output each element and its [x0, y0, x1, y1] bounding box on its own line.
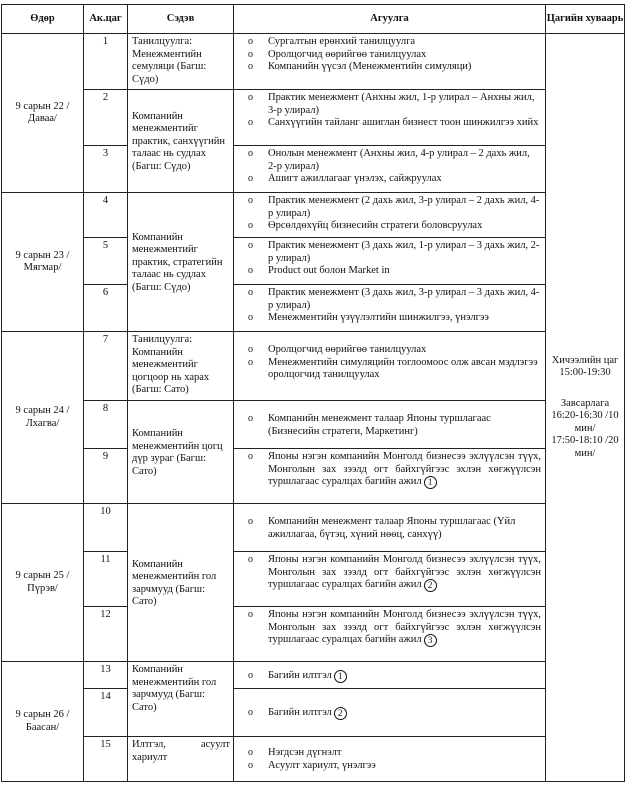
team-number-mark: 3 — [424, 634, 437, 647]
list-item: o Компанийн үүсэл (Менежментийн симуляци) — [244, 61, 541, 74]
num-cell: 13 — [84, 662, 128, 689]
table-row — [2, 238, 625, 285]
header-num: Ак.цаг — [84, 5, 128, 34]
topic-cell: Илтгэл, асуулт хариулт — [128, 737, 234, 782]
num-cell: 12 — [84, 607, 128, 662]
content-cell — [234, 737, 546, 782]
table-row — [2, 662, 625, 689]
num-cell: 14 — [84, 689, 128, 737]
break-label: Завсарлага — [560, 397, 610, 409]
list-item: o Санхүүгийн тайланг ашиглан бизнест тоон шинжилгээ хийх — [244, 117, 541, 130]
table-row — [2, 504, 625, 552]
class-hours-block — [548, 355, 622, 380]
table-header-row — [2, 5, 625, 34]
num-cell: 5 — [84, 238, 128, 285]
header-topic: Сэдэв — [128, 5, 234, 34]
num-cell: 7 — [84, 332, 128, 401]
list-item: o Product out болон Market in — [244, 265, 541, 278]
content-cell — [234, 662, 546, 689]
list-item: o Практик менежмент (3 дахь жил, 1-р улирал – 3 дахь жил, 2-р улирал) — [244, 240, 541, 265]
topic-cell: Компанийн менежментийг практик, санхүүгийн талаас нь судлах (Багш: Сүдо) — [128, 90, 234, 193]
table-row — [2, 193, 625, 238]
list-item: o Японы нэгэн компанийн Монголд бизнесээ эхлүүлсэн түүх, Монголын зах зээлд огт байхгүйгээс эхлэн хөгжүүлсэн туршлагаас суралцах багийн ажил 2 — [244, 554, 541, 592]
list-item: o Компанийн менежмент талаар Японы туршлагаас (Үйл ажиллагаа, бүтэц, хүний нөөц, санхүү) — [244, 516, 541, 541]
table-row — [2, 90, 625, 146]
num-cell: 4 — [84, 193, 128, 238]
table-row — [2, 332, 625, 401]
num-cell: 10 — [84, 504, 128, 552]
list-item: o Нэгдсэн дүгнэлт — [244, 747, 541, 760]
content-cell — [234, 607, 546, 662]
time-cell — [546, 34, 625, 782]
table-row — [2, 689, 625, 737]
num-cell: 11 — [84, 552, 128, 607]
content-cell — [234, 238, 546, 285]
content-cell — [234, 689, 546, 737]
list-item: o Сургалтын ерөнхий танилцуулга — [244, 36, 541, 49]
day-cell: 9 сарын 23 /Мягмар/ — [2, 193, 84, 332]
content-cell — [234, 401, 546, 449]
list-item: o Оролцогчид өөрийгөө танилцуулах — [244, 49, 541, 62]
list-item: o Өрсөлдөхүйц бизнесийн стратеги боловсруулах — [244, 220, 541, 233]
num-cell: 1 — [84, 34, 128, 90]
table-row — [2, 552, 625, 607]
break-2: 17:50-18:10 /20 мин/ — [551, 435, 619, 459]
list-item: o Практик менежмент (3 дахь жил, 3-р улирал – 3 дахь жил, 4-р улирал) — [244, 287, 541, 312]
table-row — [2, 607, 625, 662]
team-number-mark: 1 — [334, 670, 347, 683]
day-cell: 9 сарын 26 /Баасан/ — [2, 662, 84, 782]
list-item: o Асуулт хариулт, үнэлгээ — [244, 760, 541, 773]
list-item: o Японы нэгэн компанийн Монголд бизнесээ эхлүүлсэн түүх, Монголын зах зээлд огт байхгүйгээс эхлэн хөгжүүлсэн туршлагаас суралцах багийн ажил 3 — [244, 609, 541, 647]
num-cell: 6 — [84, 285, 128, 332]
team-number-mark: 2 — [334, 707, 347, 720]
topic-cell: Компанийн менежментийн гол зарчмууд (Багш: Сато) — [128, 504, 234, 662]
topic-cell: Компанийн менежментийн цогц дүр зураг (Багш: Сато) — [128, 401, 234, 504]
list-item: o Багийн илтгэл 1 — [244, 670, 541, 683]
content-cell — [234, 504, 546, 552]
content-cell — [234, 90, 546, 146]
topic-cell: Танилцуулга: Компанийн менежментийг цогцоор нь харах (Багш: Сато) — [128, 332, 234, 401]
content-cell — [234, 332, 546, 401]
content-cell — [234, 285, 546, 332]
topic-cell: Компанийн менежментийн гол зарчмууд (Багш: Сато) — [128, 662, 234, 737]
table-row — [2, 146, 625, 193]
header-day: Өдөр — [2, 5, 84, 34]
num-cell: 2 — [84, 90, 128, 146]
class-hours-value: 15:00-19:30 — [559, 367, 611, 379]
schedule-table — [1, 4, 625, 782]
content-cell — [234, 552, 546, 607]
num-cell: 8 — [84, 401, 128, 449]
list-item: o Онолын менежмент (Анхны жил, 4-р улирал – 2 дахь жил, 2-р улирал) — [244, 148, 541, 173]
break-1: 16:20-16:30 /10 мин/ — [551, 410, 619, 434]
list-item: o Багийн илтгэл 2 — [244, 707, 541, 720]
list-item: o Менежментийн симуляцийн тоглоомоос олж авсан мэдлэгээ оролцогчид танилцуулах — [244, 357, 541, 382]
list-item: o Компанийн менежмент талаар Японы туршлагаас (Бизнесийн стратеги, Маркетинг) — [244, 413, 541, 438]
day-cell: 9 сарын 24 /Лхагва/ — [2, 332, 84, 504]
table-row — [2, 34, 625, 90]
table-row — [2, 285, 625, 332]
topic-cell: Танилцуулга: Менежментийн семуляци (Багш: Сүдо) — [128, 34, 234, 90]
day-cell: 9 сарын 25 /Пүрэв/ — [2, 504, 84, 662]
list-item: o Оролцогчид өөрийгөө танилцуулах — [244, 344, 541, 357]
list-item: o Японы нэгэн компанийн Монголд бизнесээ эхлүүлсэн түүх, Монголын зах зээлд огт байхгүйгээс эхлэн хөгжүүлсэн туршлагаас суралцах багийн ажил 1 — [244, 451, 541, 489]
list-item: o Менежментийн үзүүлэлтийн шинжилгээ, үнэлгээ — [244, 312, 541, 325]
header-time: Цагийн хуваарь — [546, 5, 625, 34]
content-cell — [234, 34, 546, 90]
topic-cell: Компанийн менежментийг практик, стратегийн талаас нь судлах (Багш: Сүдо) — [128, 193, 234, 332]
content-cell — [234, 193, 546, 238]
num-cell: 15 — [84, 737, 128, 782]
content-cell — [234, 146, 546, 193]
list-item: o Практик менежмент (Анхны жил, 1-р улирал – Анхны жил, 3-р улирал) — [244, 92, 541, 117]
list-item: o Ашигт ажиллагааг үнэлэх, сайжруулах — [244, 173, 541, 186]
table-row — [2, 401, 625, 449]
team-number-mark: 1 — [424, 476, 437, 489]
team-number-mark: 2 — [424, 579, 437, 592]
table-row — [2, 737, 625, 782]
table-row — [2, 449, 625, 504]
num-cell: 3 — [84, 146, 128, 193]
break-block — [548, 398, 622, 461]
content-cell — [234, 449, 546, 504]
class-hours-label: Хичээлийн цаг — [551, 354, 619, 366]
num-cell: 9 — [84, 449, 128, 504]
day-cell: 9 сарын 22 /Даваа/ — [2, 34, 84, 193]
list-item: o Практик менежмент (2 дахь жил, 3-р улирал – 2 дахь жил, 4-р улирал) — [244, 195, 541, 220]
header-content: Агуулга — [234, 5, 546, 34]
